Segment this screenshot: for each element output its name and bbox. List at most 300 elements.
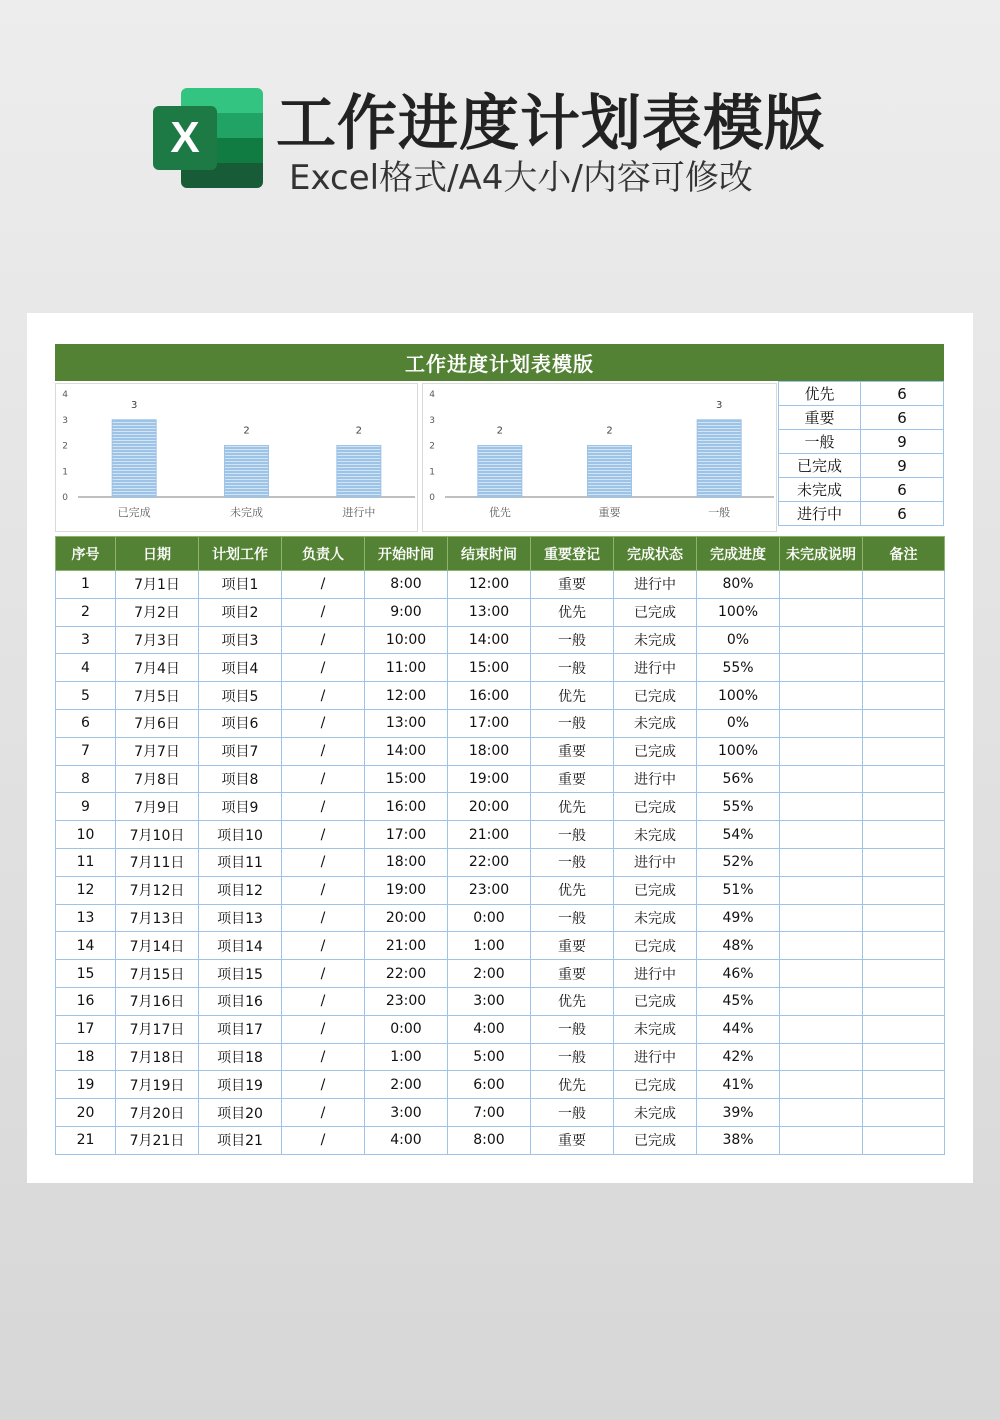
table-cell[interactable] [863,571,945,599]
table-cell[interactable]: 15 [56,960,116,988]
table-cell[interactable]: 7月20日 [116,1099,199,1127]
table-cell[interactable] [780,1015,863,1043]
table-cell[interactable]: 10:00 [365,626,448,654]
table-cell[interactable]: 7月19日 [116,1071,199,1099]
table-cell[interactable]: 进行中 [614,654,697,682]
table-cell[interactable]: / [282,737,365,765]
table-cell[interactable]: 未完成 [614,626,697,654]
bar [112,420,156,497]
table-cell[interactable] [863,1126,945,1154]
table-cell[interactable]: 8:00 [365,571,448,599]
table-cell[interactable]: 14 [56,932,116,960]
table-cell[interactable] [780,987,863,1015]
table-cell[interactable]: 4 [56,654,116,682]
table-cell[interactable]: 22:00 [448,848,531,876]
table-cell[interactable]: 7 [56,737,116,765]
table-cell[interactable]: 21:00 [448,821,531,849]
table-cell[interactable]: / [282,626,365,654]
table-cell[interactable]: 优先 [531,876,614,904]
table-cell[interactable]: 7月5日 [116,682,199,710]
table-cell[interactable]: 未完成 [614,709,697,737]
summary-label[interactable]: 未完成 [779,478,861,502]
table-cell[interactable]: 项目9 [199,793,282,821]
column-header[interactable]: 负责人 [282,537,365,571]
table-cell[interactable] [780,1126,863,1154]
table-cell[interactable] [863,960,945,988]
summary-label[interactable]: 重要 [779,406,861,430]
table-cell[interactable]: 项目4 [199,654,282,682]
table-cell[interactable]: 7月1日 [116,571,199,599]
table-cell[interactable] [780,654,863,682]
column-header[interactable]: 开始时间 [365,537,448,571]
table-cell[interactable]: 2:00 [365,1071,448,1099]
table-cell[interactable] [780,1043,863,1071]
table-cell[interactable] [780,960,863,988]
table-cell[interactable]: 未完成 [614,1099,697,1127]
table-cell[interactable]: 项目12 [199,876,282,904]
table-cell[interactable]: 17:00 [365,821,448,849]
table-header-row [56,537,945,571]
table-cell[interactable]: 7月3日 [116,626,199,654]
table-cell[interactable]: 5 [56,682,116,710]
table-row [56,571,945,599]
table-cell[interactable]: 38% [697,1126,780,1154]
table-cell[interactable]: / [282,654,365,682]
summary-row [779,454,944,478]
y-tick-label: 4 [62,390,68,400]
summary-table [778,381,944,526]
table-cell[interactable]: 项目19 [199,1071,282,1099]
table-cell[interactable] [780,932,863,960]
table-cell[interactable]: 项目14 [199,932,282,960]
table-row [56,1015,945,1043]
table-cell[interactable]: 6:00 [448,1071,531,1099]
column-header[interactable]: 计划工作 [199,537,282,571]
table-cell[interactable]: 39% [697,1099,780,1127]
table-cell[interactable]: 23:00 [365,987,448,1015]
table-cell[interactable]: 重要 [531,960,614,988]
summary-value[interactable]: 6 [861,502,944,526]
table-row [56,1071,945,1099]
table-cell[interactable]: 41% [697,1071,780,1099]
table-cell[interactable]: 55% [697,654,780,682]
table-cell[interactable]: / [282,571,365,599]
table-cell[interactable]: / [282,682,365,710]
table-cell[interactable]: 7:00 [448,1099,531,1127]
table-cell[interactable]: 45% [697,987,780,1015]
table-cell[interactable]: 1 [56,571,116,599]
summary-label[interactable]: 优先 [779,382,861,406]
table-cell[interactable] [863,654,945,682]
table-cell[interactable]: 7月10日 [116,821,199,849]
table-cell[interactable]: 项目15 [199,960,282,988]
data-label: 2 [606,425,613,437]
table-row [56,848,945,876]
table-cell[interactable] [780,821,863,849]
summary-value[interactable]: 9 [861,430,944,454]
table-cell[interactable]: 12 [56,876,116,904]
table-cell[interactable]: 5:00 [448,1043,531,1071]
table-cell[interactable]: 一般 [531,1043,614,1071]
table-cell[interactable]: 7月9日 [116,793,199,821]
table-cell[interactable]: 7月6日 [116,709,199,737]
table-cell[interactable] [780,571,863,599]
column-header[interactable]: 重要登记 [531,537,614,571]
table-cell[interactable]: 7月13日 [116,904,199,932]
table-cell[interactable] [863,848,945,876]
y-tick-label: 2 [62,441,68,452]
table-cell[interactable]: 54% [697,821,780,849]
table-cell[interactable] [863,876,945,904]
table-cell[interactable]: 17:00 [448,709,531,737]
column-header[interactable]: 完成状态 [614,537,697,571]
table-cell[interactable]: 进行中 [614,960,697,988]
data-label: 2 [355,425,363,437]
table-cell[interactable]: 12:00 [448,571,531,599]
table-cell[interactable]: 18 [56,1043,116,1071]
table-cell[interactable]: 16 [56,987,116,1015]
table-cell[interactable] [780,876,863,904]
table-cell[interactable]: 12:00 [365,682,448,710]
table-cell[interactable]: 项目13 [199,904,282,932]
table-cell[interactable]: / [282,765,365,793]
table-cell[interactable]: 9 [56,793,116,821]
status-chart-svg [56,384,417,531]
summary-row [779,406,944,430]
table-cell[interactable] [863,709,945,737]
table-cell[interactable]: 22:00 [365,960,448,988]
table-cell[interactable] [863,932,945,960]
table-row [56,654,945,682]
summary-value[interactable]: 6 [861,478,944,502]
summary-label[interactable]: 进行中 [779,502,861,526]
summary-value[interactable]: 6 [861,382,944,406]
excel-logo-icon [153,88,263,188]
table-cell[interactable] [780,765,863,793]
table-cell[interactable] [780,709,863,737]
table-cell[interactable]: 49% [697,904,780,932]
x-tick-label: 进行中 [342,506,376,519]
table-cell[interactable]: 7月12日 [116,876,199,904]
table-cell[interactable]: 19 [56,1071,116,1099]
table-cell[interactable]: 10 [56,821,116,849]
table-cell[interactable]: 一般 [531,709,614,737]
table-cell[interactable] [863,793,945,821]
x-tick-label: 优先 [488,506,511,519]
table-cell[interactable]: 7月14日 [116,932,199,960]
spreadsheet-sheet [27,313,973,1183]
table-cell[interactable]: 8:00 [448,1126,531,1154]
table-cell[interactable]: 7月15日 [116,960,199,988]
x-tick-label: 重要 [598,506,621,519]
table-cell[interactable]: 18:00 [365,848,448,876]
table-row [56,987,945,1015]
column-header[interactable]: 结束时间 [448,537,531,571]
table-cell[interactable]: 7月7日 [116,737,199,765]
table-cell[interactable]: 20 [56,1099,116,1127]
table-cell[interactable]: 优先 [531,987,614,1015]
table-cell[interactable]: 7月4日 [116,654,199,682]
table-cell[interactable] [863,598,945,626]
table-cell[interactable]: 13:00 [365,709,448,737]
priority-chart [422,383,777,532]
table-cell[interactable]: 44% [697,1015,780,1043]
table-cell[interactable]: 0% [697,626,780,654]
table-cell[interactable]: 7月17日 [116,1015,199,1043]
table-cell[interactable]: 7月18日 [116,1043,199,1071]
table-cell[interactable]: 13:00 [448,598,531,626]
table-cell[interactable]: / [282,709,365,737]
table-row [56,1099,945,1127]
table-cell[interactable]: 项目6 [199,709,282,737]
table-cell[interactable] [863,1071,945,1099]
y-tick-label: 0 [429,493,435,503]
table-cell[interactable]: 优先 [531,598,614,626]
table-cell[interactable]: / [282,904,365,932]
table-cell[interactable]: 3 [56,626,116,654]
table-cell[interactable] [780,598,863,626]
table-cell[interactable]: 9:00 [365,598,448,626]
table-cell[interactable]: 6 [56,709,116,737]
table-cell[interactable]: 0:00 [448,904,531,932]
table-cell[interactable]: 7月21日 [116,1126,199,1154]
table-cell[interactable]: 进行中 [614,571,697,599]
table-cell[interactable]: / [282,960,365,988]
table-cell[interactable] [780,1099,863,1127]
bar [225,446,269,498]
table-cell[interactable]: 已完成 [614,1126,697,1154]
sheet-title: 工作进度计划表模版 [55,344,944,381]
table-cell[interactable]: 重要 [531,765,614,793]
summary-label[interactable]: 一般 [779,430,861,454]
table-cell[interactable]: 16:00 [365,793,448,821]
table-cell[interactable]: 2 [56,598,116,626]
table-cell[interactable]: 已完成 [614,598,697,626]
table-cell[interactable]: 1:00 [448,932,531,960]
x-tick-label: 已完成 [117,506,151,519]
table-cell[interactable]: 项目5 [199,682,282,710]
column-header[interactable]: 备注 [863,537,945,571]
table-cell[interactable]: 7月11日 [116,848,199,876]
page-subtitle: Excel格式/A4大小/内容可修改 [289,158,753,198]
table-cell[interactable]: 项目11 [199,848,282,876]
table-cell[interactable]: 项目3 [199,626,282,654]
table-row [56,960,945,988]
table-cell[interactable]: 4:00 [365,1126,448,1154]
table-cell[interactable]: 46% [697,960,780,988]
table-cell[interactable]: 21:00 [365,932,448,960]
table-cell[interactable]: 已完成 [614,1071,697,1099]
table-cell[interactable]: 13 [56,904,116,932]
table-cell[interactable]: 3:00 [448,987,531,1015]
bar [478,446,522,498]
table-cell[interactable]: 52% [697,848,780,876]
table-cell[interactable]: 项目10 [199,821,282,849]
table-cell[interactable] [780,737,863,765]
summary-value[interactable]: 9 [861,454,944,478]
table-cell[interactable]: 15:00 [448,654,531,682]
table-cell[interactable] [863,737,945,765]
table-cell[interactable]: 55% [697,793,780,821]
table-cell[interactable]: / [282,987,365,1015]
table-cell[interactable]: 未完成 [614,1015,697,1043]
table-cell[interactable]: 项目21 [199,1126,282,1154]
table-cell[interactable] [780,682,863,710]
table-cell[interactable]: / [282,1015,365,1043]
table-cell[interactable]: 已完成 [614,876,697,904]
table-cell[interactable]: / [282,1071,365,1099]
table-cell[interactable]: 1:00 [365,1043,448,1071]
table-cell[interactable]: 优先 [531,682,614,710]
table-cell[interactable]: 一般 [531,626,614,654]
table-cell[interactable] [780,626,863,654]
table-cell[interactable]: 42% [697,1043,780,1071]
table-cell[interactable] [780,1071,863,1099]
column-header[interactable]: 完成进度 [697,537,780,571]
table-cell[interactable]: 48% [697,932,780,960]
y-tick-label: 0 [62,493,68,503]
data-label: 3 [715,399,723,411]
table-row [56,737,945,765]
logo-letter: X [153,106,217,170]
table-cell[interactable]: 进行中 [614,1043,697,1071]
table-cell[interactable]: 19:00 [365,876,448,904]
page-title: 工作进度计划表模版 [276,89,825,159]
table-cell[interactable]: 项目8 [199,765,282,793]
table-cell[interactable]: 一般 [531,1099,614,1127]
table-cell[interactable]: 23:00 [448,876,531,904]
table-cell[interactable]: 18:00 [448,737,531,765]
table-cell[interactable]: 一般 [531,654,614,682]
table-cell[interactable]: 已完成 [614,682,697,710]
table-cell[interactable]: / [282,1126,365,1154]
table-cell[interactable]: 未完成 [614,821,697,849]
x-tick-label: 一般 [708,506,731,519]
table-cell[interactable]: 16:00 [448,682,531,710]
table-cell[interactable]: 20:00 [448,793,531,821]
bar [697,420,741,497]
table-cell[interactable]: / [282,1099,365,1127]
y-tick-label: 3 [429,415,435,426]
table-cell[interactable]: 项目17 [199,1015,282,1043]
table-cell[interactable]: 项目7 [199,737,282,765]
data-label: 2 [243,425,250,437]
y-tick-label: 2 [429,441,435,452]
table-cell[interactable] [780,904,863,932]
table-cell[interactable]: 重要 [531,1126,614,1154]
table-row [56,1126,945,1154]
table-cell[interactable]: 0:00 [365,1015,448,1043]
table-cell[interactable]: 15:00 [365,765,448,793]
table-cell[interactable]: 项目1 [199,571,282,599]
table-cell[interactable] [863,987,945,1015]
table-cell[interactable]: 项目16 [199,987,282,1015]
table-cell[interactable]: 一般 [531,848,614,876]
table-cell[interactable] [863,1043,945,1071]
data-label: 2 [496,425,504,437]
table-cell[interactable]: 11 [56,848,116,876]
table-cell[interactable]: / [282,1043,365,1071]
table-cell[interactable]: 3:00 [365,1099,448,1127]
x-tick-label: 未完成 [230,506,263,519]
table-cell[interactable]: 进行中 [614,765,697,793]
table-cell[interactable]: 已完成 [614,737,697,765]
table-cell[interactable] [780,848,863,876]
table-row [56,598,945,626]
table-cell[interactable] [863,1099,945,1127]
table-cell[interactable] [863,626,945,654]
table-cell[interactable]: / [282,932,365,960]
table-cell[interactable]: / [282,876,365,904]
table-cell[interactable]: 51% [697,876,780,904]
table-cell[interactable]: 一般 [531,904,614,932]
table-cell[interactable]: 重要 [531,737,614,765]
table-cell[interactable]: 100% [697,598,780,626]
table-cell[interactable]: 20:00 [365,904,448,932]
table-cell[interactable]: 14:00 [448,626,531,654]
table-cell[interactable]: 7月2日 [116,598,199,626]
table-cell[interactable]: 7月8日 [116,765,199,793]
table-cell[interactable]: / [282,793,365,821]
table-cell[interactable] [863,682,945,710]
table-cell[interactable] [863,904,945,932]
table-cell[interactable]: 100% [697,682,780,710]
table-cell[interactable]: 11:00 [365,654,448,682]
table-cell[interactable]: 100% [697,737,780,765]
column-header[interactable]: 未完成说明 [780,537,863,571]
table-cell[interactable]: 14:00 [365,737,448,765]
table-cell[interactable]: 优先 [531,1071,614,1099]
table-cell[interactable]: 一般 [531,821,614,849]
table-cell[interactable]: 未完成 [614,904,697,932]
table-cell[interactable]: / [282,821,365,849]
table-cell[interactable]: 21 [56,1126,116,1154]
table-cell[interactable]: 19:00 [448,765,531,793]
table-cell[interactable]: 已完成 [614,793,697,821]
table-row [56,904,945,932]
table-cell[interactable]: / [282,848,365,876]
table-cell[interactable]: 80% [697,571,780,599]
summary-value[interactable]: 6 [861,406,944,430]
table-cell[interactable]: 已完成 [614,987,697,1015]
table-cell[interactable]: 重要 [531,571,614,599]
table-cell[interactable]: 7月16日 [116,987,199,1015]
table-cell[interactable]: 0% [697,709,780,737]
table-cell[interactable]: 优先 [531,793,614,821]
summary-label[interactable]: 已完成 [779,454,861,478]
table-cell[interactable]: 进行中 [614,848,697,876]
table-cell[interactable]: 项目20 [199,1099,282,1127]
column-header[interactable]: 日期 [116,537,199,571]
table-cell[interactable]: 2:00 [448,960,531,988]
table-cell[interactable]: / [282,598,365,626]
progress-table [55,536,945,1155]
table-cell[interactable]: 56% [697,765,780,793]
table-cell[interactable]: 项目2 [199,598,282,626]
table-cell[interactable] [780,793,863,821]
table-cell[interactable]: 8 [56,765,116,793]
column-header[interactable]: 序号 [56,537,116,571]
table-cell[interactable]: 项目18 [199,1043,282,1071]
table-cell[interactable]: 已完成 [614,932,697,960]
table-cell[interactable]: 重要 [531,932,614,960]
table-cell[interactable] [863,1015,945,1043]
table-cell[interactable]: 17 [56,1015,116,1043]
table-cell[interactable] [863,821,945,849]
table-cell[interactable]: 4:00 [448,1015,531,1043]
table-cell[interactable]: 一般 [531,1015,614,1043]
table-cell[interactable] [863,765,945,793]
